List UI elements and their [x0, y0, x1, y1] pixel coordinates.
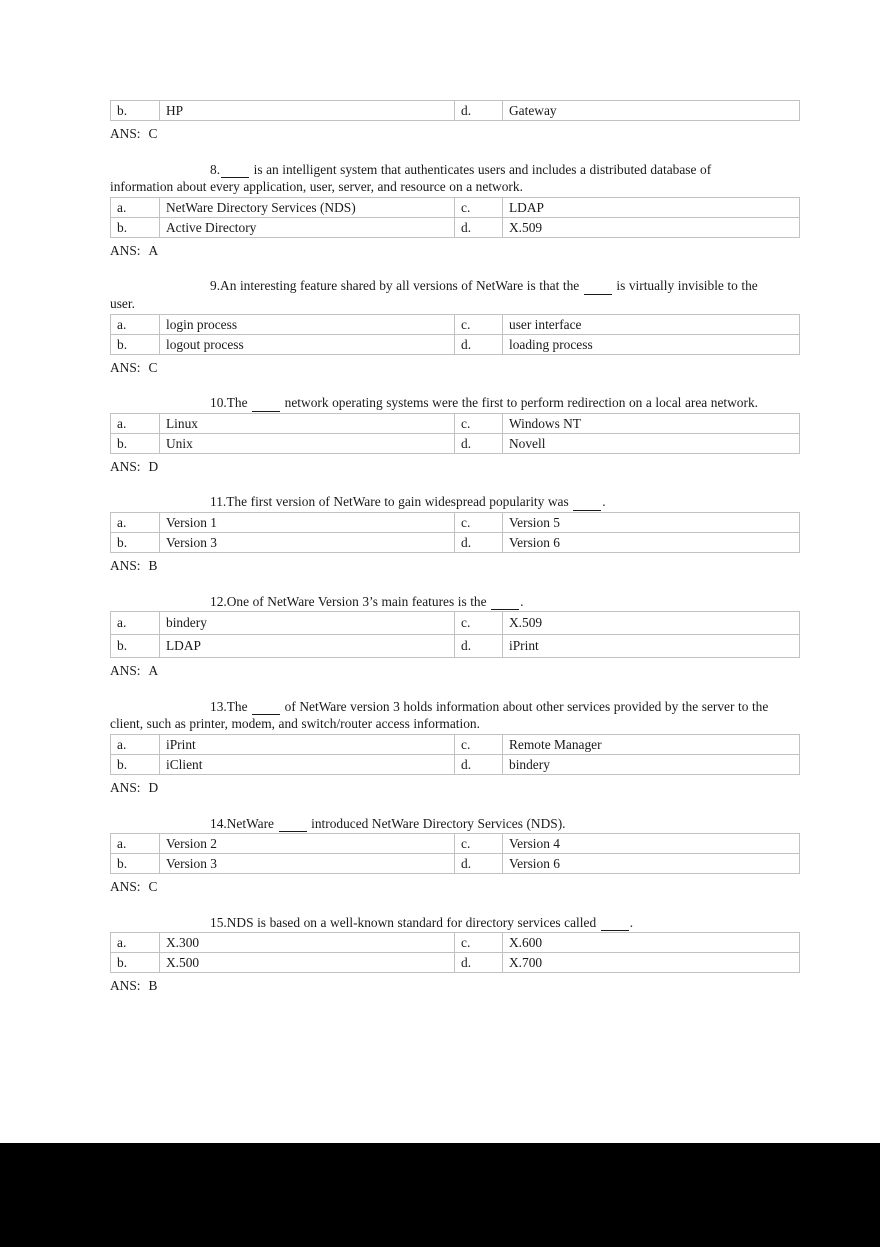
- answer-label: ANS:: [110, 879, 141, 895]
- answer-label: ANS:: [110, 978, 141, 994]
- answer-label: ANS:: [110, 359, 141, 375]
- table-row: [111, 101, 800, 121]
- question-block: [110, 680, 772, 797]
- table-row: [111, 933, 800, 953]
- fill-in-blank: [221, 160, 249, 179]
- option-letter: d.: [455, 433, 503, 453]
- table-row: [111, 532, 800, 552]
- option-letter: b.: [111, 854, 160, 874]
- block-spacer: [110, 680, 772, 697]
- option-value: iPrint: [503, 635, 800, 658]
- answer-line: [110, 359, 772, 377]
- answer-letter: C: [148, 879, 158, 895]
- block-spacer: [110, 475, 772, 492]
- fill-in-blank: [573, 492, 601, 511]
- option-letter: a.: [111, 933, 160, 953]
- fill-in-blank: [279, 814, 307, 833]
- option-letter: b.: [111, 953, 160, 973]
- fill-in-blank: [252, 393, 280, 412]
- fill-in-blank: [584, 276, 612, 295]
- table-row: [111, 334, 800, 354]
- options-table: [110, 413, 800, 454]
- question-number: 10.: [210, 395, 227, 411]
- answer-label: ANS:: [110, 779, 141, 795]
- option-value: loading process: [503, 334, 800, 354]
- table-row: [111, 197, 800, 217]
- question-block: [110, 259, 772, 376]
- question-block: [110, 475, 772, 574]
- options-table: [110, 314, 800, 355]
- option-letter: c.: [455, 834, 503, 854]
- table-row: [111, 413, 800, 433]
- question-text-lead: One of NetWare Version 3’s main features is the: [226, 593, 491, 609]
- option-value: Version 4: [503, 834, 800, 854]
- option-letter: d.: [455, 532, 503, 552]
- answer-letter: D: [148, 458, 159, 474]
- option-value: Version 1: [160, 512, 455, 532]
- answer-label: ANS:: [110, 126, 141, 141]
- option-value: logout process: [160, 334, 455, 354]
- option-value: Version 3: [160, 854, 455, 874]
- option-value: Unix: [160, 433, 455, 453]
- options-table: [110, 734, 800, 775]
- option-value: X.500: [160, 953, 455, 973]
- question-text-tail: .: [629, 914, 634, 930]
- option-value: X.700: [503, 953, 800, 973]
- question-text-tail: is an intelligent system that authenticates users and includes a distributed database of information about every application, user, server, and resource on a network.: [110, 161, 712, 195]
- option-letter: b.: [111, 101, 160, 121]
- question-text-tail: network operating systems were the first to perform redirection on a local area network.: [281, 395, 759, 411]
- option-value: HP: [160, 101, 455, 121]
- option-letter: b.: [111, 532, 160, 552]
- option-letter: d.: [455, 754, 503, 774]
- option-value: iPrint: [160, 734, 455, 754]
- block-spacer: [110, 143, 772, 160]
- option-value: X.509: [503, 217, 800, 237]
- question-number: 15.: [210, 914, 227, 930]
- question-text-lead: The: [226, 395, 252, 411]
- option-letter: b.: [111, 433, 160, 453]
- answer-letter: B: [148, 978, 158, 994]
- answer-letter: A: [148, 663, 159, 679]
- answer-line: [110, 125, 772, 143]
- question-text-tail: .: [520, 593, 524, 609]
- answer-line: [110, 977, 772, 995]
- question-number: 9.: [210, 278, 221, 294]
- option-letter: a.: [111, 612, 160, 635]
- option-letter: c.: [455, 413, 503, 433]
- table-row: [111, 734, 800, 754]
- answer-letter: C: [148, 359, 158, 375]
- option-letter: c.: [455, 933, 503, 953]
- option-letter: c.: [455, 734, 503, 754]
- table-row: [111, 834, 800, 854]
- option-letter: b.: [111, 754, 160, 774]
- question-text: [110, 393, 772, 412]
- answer-letter: D: [148, 779, 159, 795]
- question-block: [110, 143, 772, 260]
- options-table: [110, 833, 800, 874]
- option-value: Version 2: [160, 834, 455, 854]
- fill-in-blank: [601, 913, 629, 932]
- option-value: Version 5: [503, 512, 800, 532]
- option-letter: d.: [455, 635, 503, 658]
- block-spacer: [110, 797, 772, 814]
- answer-label: ANS:: [110, 458, 141, 474]
- question-block: [110, 575, 772, 680]
- option-value: NetWare Directory Services (NDS): [160, 197, 455, 217]
- answer-line: [110, 779, 772, 797]
- question-text: [110, 492, 772, 511]
- answer-label: ANS:: [110, 242, 141, 258]
- answer-letter: C: [148, 126, 158, 141]
- table-row: [111, 754, 800, 774]
- option-value: bindery: [160, 612, 455, 635]
- options-table: [110, 512, 800, 553]
- option-letter: d.: [455, 101, 503, 121]
- option-value: login process: [160, 314, 455, 334]
- block-spacer: [110, 896, 772, 913]
- questions-list: [110, 143, 772, 995]
- table-row: [111, 953, 800, 973]
- question-number: 11.: [210, 494, 227, 510]
- option-letter: a.: [111, 734, 160, 754]
- question-text-tail: is virtually invisible to the user.: [110, 278, 758, 311]
- option-value: X.509: [503, 612, 800, 635]
- option-letter: d.: [455, 217, 503, 237]
- table-row: [111, 217, 800, 237]
- option-value: Active Directory: [160, 217, 455, 237]
- answer-line: [110, 242, 772, 260]
- question-text-tail: of NetWare version 3 holds information about other services provided by the server to the client, such as printer, modem, and switch/router access information.: [110, 698, 769, 732]
- question-number: 14.: [210, 815, 227, 831]
- option-letter: c.: [455, 612, 503, 635]
- options-table: [110, 611, 800, 658]
- table-row: [111, 635, 800, 658]
- question-text: [110, 697, 772, 733]
- option-value: Gateway: [503, 101, 800, 121]
- question-number: 8.: [210, 161, 221, 177]
- answer-letter: B: [148, 557, 158, 573]
- option-value: X.300: [160, 933, 455, 953]
- fill-in-blank: [491, 592, 519, 611]
- question-number: 13.: [210, 698, 227, 714]
- option-value: Version 3: [160, 532, 455, 552]
- answer-letter: A: [148, 242, 159, 258]
- question-text-tail: introduced NetWare Directory Services (NDS).: [307, 815, 566, 831]
- question-text-lead: NetWare: [226, 815, 278, 831]
- option-letter: a.: [111, 834, 160, 854]
- question-text: [110, 276, 772, 312]
- option-letter: a.: [111, 314, 160, 334]
- option-letter: c.: [455, 314, 503, 334]
- option-letter: a.: [111, 512, 160, 532]
- question-text: [110, 160, 772, 196]
- option-letter: b.: [111, 635, 160, 658]
- option-value: Novell: [503, 433, 800, 453]
- answer-line: [110, 458, 772, 476]
- page-footer-band: [0, 1143, 880, 1247]
- question-text: [110, 913, 772, 932]
- table-row: [111, 512, 800, 532]
- answer-label: ANS:: [110, 557, 141, 573]
- question-text-lead: The first version of NetWare to gain widespread popularity was: [226, 494, 573, 510]
- option-letter: a.: [111, 197, 160, 217]
- question-text-tail: .: [602, 494, 606, 510]
- fill-in-blank: [252, 697, 280, 716]
- table-row: [111, 612, 800, 635]
- option-letter: c.: [455, 197, 503, 217]
- table-row: [111, 854, 800, 874]
- table-row: [111, 314, 800, 334]
- answer-label: ANS:: [110, 663, 141, 679]
- question-text-lead: An interesting feature shared by all versions of NetWare is that the: [220, 278, 583, 294]
- option-letter: b.: [111, 217, 160, 237]
- answer-line: [110, 878, 772, 896]
- block-spacer: [110, 259, 772, 276]
- option-letter: c.: [455, 512, 503, 532]
- question-block: [110, 797, 772, 896]
- answer-line: [110, 662, 772, 680]
- question-text-lead: The: [226, 698, 252, 714]
- answer-line: [110, 557, 772, 575]
- option-value: LDAP: [503, 197, 800, 217]
- option-value: X.600: [503, 933, 800, 953]
- option-value: Remote Manager: [503, 734, 800, 754]
- option-letter: d.: [455, 953, 503, 973]
- block-spacer: [110, 376, 772, 393]
- option-value: Version 6: [503, 532, 800, 552]
- question-text: [110, 814, 772, 833]
- option-letter: d.: [455, 334, 503, 354]
- option-value: iClient: [160, 754, 455, 774]
- option-value: user interface: [503, 314, 800, 334]
- table-row: [111, 433, 800, 453]
- question-block: [110, 376, 772, 475]
- page-content: [110, 100, 772, 995]
- options-table: [110, 932, 800, 973]
- option-value: Linux: [160, 413, 455, 433]
- options-table: [110, 197, 800, 238]
- question-number: 12.: [210, 593, 227, 609]
- block-spacer: [110, 575, 772, 592]
- question-text-lead: NDS is based on a well-known standard for directory services called: [226, 914, 600, 930]
- option-value: bindery: [503, 754, 800, 774]
- question-block: [110, 896, 772, 995]
- continued-options-table: [110, 100, 800, 121]
- option-value: Version 6: [503, 854, 800, 874]
- question-text: [110, 592, 772, 611]
- option-letter: b.: [111, 334, 160, 354]
- option-value: Windows NT: [503, 413, 800, 433]
- option-letter: a.: [111, 413, 160, 433]
- option-letter: d.: [455, 854, 503, 874]
- option-value: LDAP: [160, 635, 455, 658]
